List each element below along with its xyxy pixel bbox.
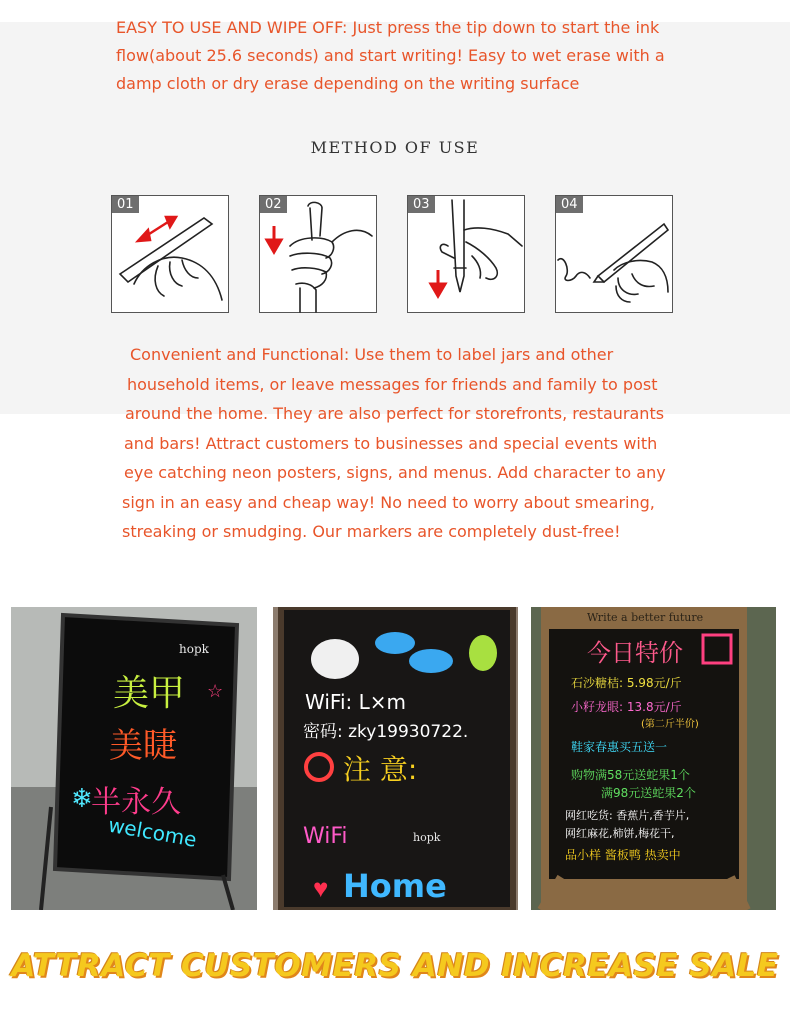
photo1-line4: welcome [106, 812, 199, 852]
step-number: 04 [556, 196, 583, 213]
photo2-line3: 注 意: [343, 753, 418, 786]
photo3-line6: 购物满58元送蛇果1个 [571, 768, 690, 782]
intro-line: flow(about 25.6 seconds) and start writing! Easy to wet erase with a [116, 46, 665, 65]
price-chalkboard-illustration [531, 607, 776, 910]
photo2-brand: hopk [413, 831, 441, 844]
feature-line: eye catching neon posters, signs, and menus. Add character to any [124, 463, 666, 482]
intro-paragraph [116, 14, 665, 98]
feature-line: household items, or leave messages for friends and family to post [127, 374, 658, 394]
step-number: 03 [408, 196, 435, 213]
feature-line: and bars! Attract customers to businesses and special events with [124, 433, 658, 453]
photo-wifi-chalkboard [273, 607, 518, 910]
step-number: 02 [260, 196, 287, 213]
photo2-line5: Home [343, 867, 447, 905]
step-1-panel [111, 195, 229, 313]
feature-paragraph [122, 340, 666, 547]
intro-line: EASY TO USE AND WIPE OFF: Just press the tip down to start the ink [116, 18, 660, 37]
step-4-panel [555, 195, 673, 313]
feature-line: around the home. They are also perfect for storefronts, restaurants [125, 404, 665, 423]
photo3-line2: 石沙糖桔: 5.98元/斤 [571, 676, 682, 690]
photo3-line4: (第二斤半价) [641, 719, 699, 730]
step-number: 01 [112, 196, 139, 213]
photo2-line2: 密码: zky19930722. [303, 722, 469, 742]
photo1-line1: 美甲 [113, 673, 186, 714]
usage-steps [111, 195, 675, 315]
step-3-panel [407, 195, 525, 313]
easel-board-illustration [11, 607, 257, 910]
photo3-line9: 网红麻花,柿饼,梅花干, [565, 827, 675, 840]
hand-holding-pen-icon [112, 196, 230, 314]
promo-banner: ATTRACT CUSTOMERS AND INCREASE SALE [11, 948, 779, 984]
photo-price-chalkboard [531, 607, 776, 910]
intro-line: damp cloth or dry erase depending on the writing surface [116, 74, 580, 93]
photo3-line3: 小籽龙眼: 13.8元/斤 [571, 700, 682, 714]
method-of-use-title: METHOD OF USE [310, 138, 480, 157]
press-pen-down-icon [260, 196, 378, 314]
pen-tip-down-icon [408, 196, 526, 314]
photo2-line4: WiFi [303, 824, 348, 849]
photo3-line7: 满98元送蛇果2个 [601, 786, 696, 800]
photo3-line1: 今日特价 [587, 639, 683, 667]
step-2-panel [259, 195, 377, 313]
feature-line: Convenient and Functional: Use them to label jars and other [130, 345, 614, 364]
photo3-line8: 网红吃货: 香蕉片,香芋片, [565, 809, 690, 822]
photo3-header: Write a better future [587, 611, 704, 624]
photo2-line1: WiFi: L×m [305, 690, 406, 714]
photo1-line3: 半永久 [91, 785, 181, 820]
wifi-chalkboard-illustration [273, 607, 518, 910]
photo1-line2: 美睫 [109, 726, 177, 766]
heart-icon: ♥ [313, 873, 329, 903]
photo3-line5: 鞋家春惠买五送一 [571, 740, 668, 754]
photo-neon-easel-board [11, 607, 257, 910]
feature-line: streaking or smudging. Our markers are completely dust-free! [122, 522, 621, 541]
product-photos [0, 607, 790, 911]
star-doodle-icon: ☆ [207, 681, 224, 701]
snowflake-icon: ❄ [71, 783, 93, 813]
photo3-line10: 品小样 酱板鸭 热卖中 [565, 848, 681, 862]
feature-line: sign in an easy and cheap way! No need to worry about smearing, [122, 492, 655, 512]
writing-hand-icon [556, 196, 674, 314]
photo1-brand: hopk [179, 642, 209, 656]
